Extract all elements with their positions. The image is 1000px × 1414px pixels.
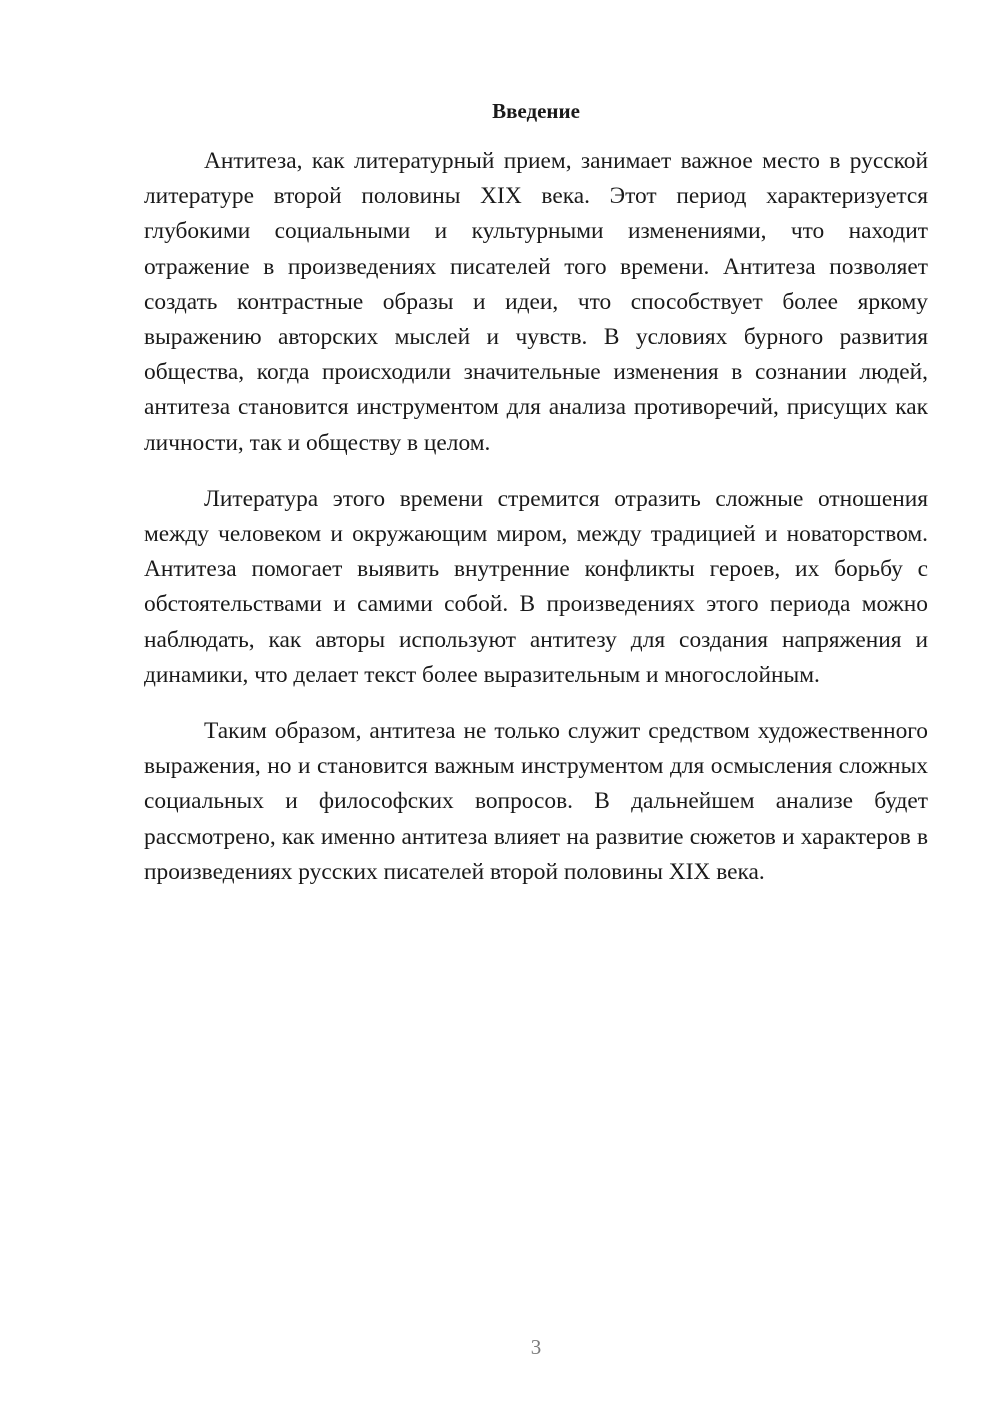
paragraph-1: Антитеза, как литературный прием, занимает важное место в русской литературе второй половины XIX века. Этот период характеризуется глубокими социальными и культурными изменениями, что находит отражение в произведениях писателей того времени. Антитеза позволяет создать контрастные образы и идеи, что способствует более яркому выражению авторских мыслей и чувств. В условиях бурного развития общества, когда происходили значительные изменения в сознании людей, антитеза становится инструментом для анализа противоречий, присущих как личности, так и обществу в целом.: [144, 148, 928, 456]
section-heading: Введение: [492, 99, 580, 123]
body-text: [144, 144, 928, 911]
paragraph-2: Литература этого времени стремится отразить сложные отношения между человеком и окружающим миром, между традицией и новаторством. Антитеза помогает выявить внутренние конфликты героев, их борьбу с обстоятельствами и самими собой. В произведениях этого периода можно наблюдать, как авторы используют антитезу для создания напряжения и динамики, что делает текст более выразительным и многослойным.: [144, 485, 928, 688]
paragraph-3: Таким образом, антитеза не только служит средством художественного выражения, но и становится важным инструментом для осмысления сложных социальных и философских вопросов. В дальнейшем анализе будет рассмотрено, как именно антитеза влияет на развитие сюжетов и характеров в произведениях русских писателей второй половины XIX века.: [144, 718, 928, 885]
page-number: 3: [530, 1335, 542, 1359]
